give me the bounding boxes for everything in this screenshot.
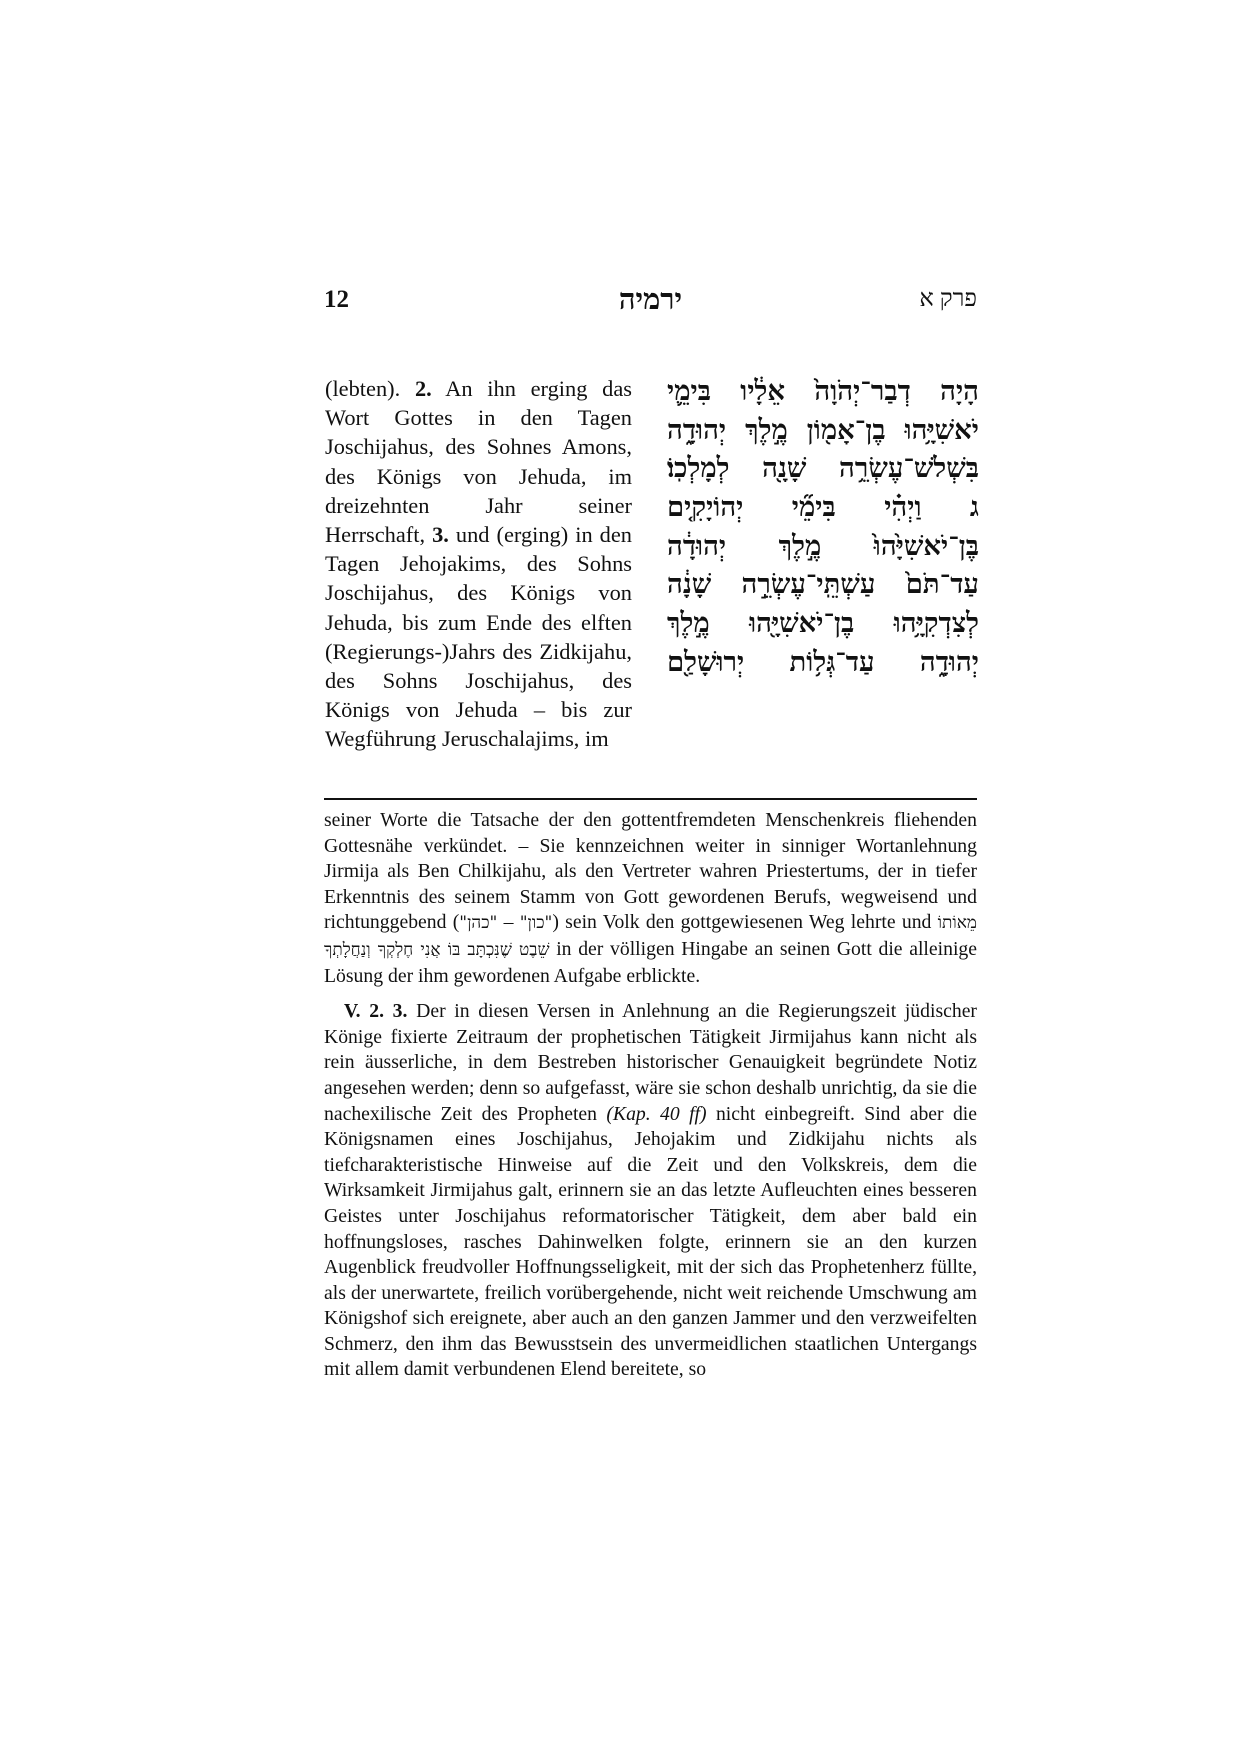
book-title: ירמיה (618, 284, 683, 316)
translation-text: und (erging) in den Tagen Jehojakims, des Sohns Joschijahus, des Königs von Jehuda, bis zum Ende des elften (Regierungs-)Jahrs des Zidkijahu, des Sohns Joschijahus, des Königs von Jehuda – bis zur Wegführung Jeruschalajims, im (325, 522, 632, 752)
hebrew-line: בִּשְׁלֹשׁ־עֶשְׂרֵ֥ה שָׁנָ֖ה לְמָלְכֽוֹ׃ (667, 452, 979, 485)
hebrew-quote: מֵאוֹתוֹ שֵׁבֶט שֶׁנִּכְתָּב בּוֹ אֲנִי חֶלְקְךָ וְנַחֲלָתְךָ (324, 913, 978, 960)
german-translation (325, 374, 632, 754)
verse-number-2: 2. (414, 376, 432, 401)
hebrew-line: ג וַיְהִ֗י בִּימֵ֞י יְהוֹיָקִ֤ים (667, 491, 979, 524)
verse-number-3: 3. (432, 522, 449, 548)
translation-text: (lebten). (325, 376, 415, 401)
hebrew-verse-text (667, 372, 979, 682)
section-divider (324, 798, 977, 800)
hebrew-line: בֶּן־יֹאשִׁיָּ֙הוּ֙ מֶ֣לֶךְ יְהוּדָ֔ה (667, 529, 979, 562)
commentary-text: in der völligen Hingabe an seinen Gott die alleinige Lösung der ihm gewordenen Aufgabe erblickte. (324, 937, 977, 987)
commentary-text: Der in diesen Versen in Anlehnung an die Regierungszeit jüdischer Könige fixierte Zeitraum der prophetischen Tätigkeit Jirmijahus kann nicht als rein äusserliche, in dem Bestreben historischer Genauigkeit begründete Notiz angesehen werden; denn so aufgefasst, wäre sie schon deshalb unrichtig, da sie die nachexilische Zeit des Propheten (324, 1000, 977, 1125)
commentary (324, 808, 977, 1383)
hebrew-line: לְצִדְקִיָּ֥הוּ בֶן־יֹאשִׁיָּ֖הוּ מֶ֣לֶךְ (667, 607, 979, 640)
hebrew-line: יֹאשִׁיָּ֥הוּ בֶן־אָמ֖וֹן מֶ֣לֶךְ יְהוּדָ֑ה (667, 413, 979, 446)
commentary-text: ) sein Volk den gottgewiesenen Weg lehrte und (552, 911, 938, 934)
chapter-citation: (Kap. 40 ff) (606, 1102, 707, 1125)
page-header (324, 286, 977, 326)
commentary-paragraph (324, 999, 977, 1383)
chapter-label: פרק א (919, 286, 977, 312)
commentary-text: – (497, 911, 520, 934)
translation-text: An ihn erging das Wort Gottes in den Tagen Joschijahus, des Sohnes Amons, des Königs von Jehuda, im dreizehnten Jahr seiner Herrschaft, (325, 376, 632, 548)
hebrew-line: הָיָה דְבַר־יְהֹוָה֙ אֵלָ֔יו בִּימֵ֛י (667, 375, 979, 407)
verse-reference: V. 2. 3. (344, 1000, 408, 1023)
hebrew-line: עַד־תֹּם֙ עַשְׁתֵּֽי־עֶשְׂרֵ֣ה שָׁנָ֔ה (667, 568, 979, 601)
commentary-paragraph (324, 808, 977, 989)
commentary-text: nicht einbegreift. Sind aber die Königsnamen eines Joschijahus, Jehojakim und Zidkijahu nichts als tiefcharakteristische Hinweise auf die Zeit und den Volkskreis, dem die Wirksamkeit Jirmijahus galt, erinnern sie an das letzte Aufleuchten eines besseren Geistes unter Joschijahus reformatorischer Tätigkeit, dem aber bald ein hoffnungsloses, rasches Dahinwelken folgte, erinnern sie an den kurzen Augenblick freudvoller Hoffnungsseligkeit, mit der sich das Prophetenherz füllte, als der unerwartete, freilich vorübergehende, nicht weit reichende Umschwung am Königshof sich ereignete, aber auch an den ganzen Jammer und den verzweifelten Schmerz, den ihm das Bewusstsein des unvermeidlichen staatlichen Untergangs mit allem damit verbundenen Elend bereitete, so (324, 1102, 978, 1381)
hebrew-line: יְהוּדָ֑ה עַד־גְּל֥וֹת יְרוּשָׁלַ֖ם (667, 645, 979, 678)
hebrew-term: "כהן" (459, 913, 498, 934)
page-number: 12 (324, 286, 349, 313)
commentary-text: seiner Worte die Tatsache der den gottentfremdeten Menschenkreis fliehenden Gottesnähe verkündet. – Sie kennzeichnen weiter in sinniger Wortanlehnung Jirmija als Ben Chilkijahu, als den Vertreter wahren Priestertums, der in tiefer Erkenntnis des seinem Stamm von Gott gewordenen Berufs, wegweisend und richtunggebend ( (324, 809, 977, 934)
hebrew-term: "כון" (519, 913, 553, 934)
